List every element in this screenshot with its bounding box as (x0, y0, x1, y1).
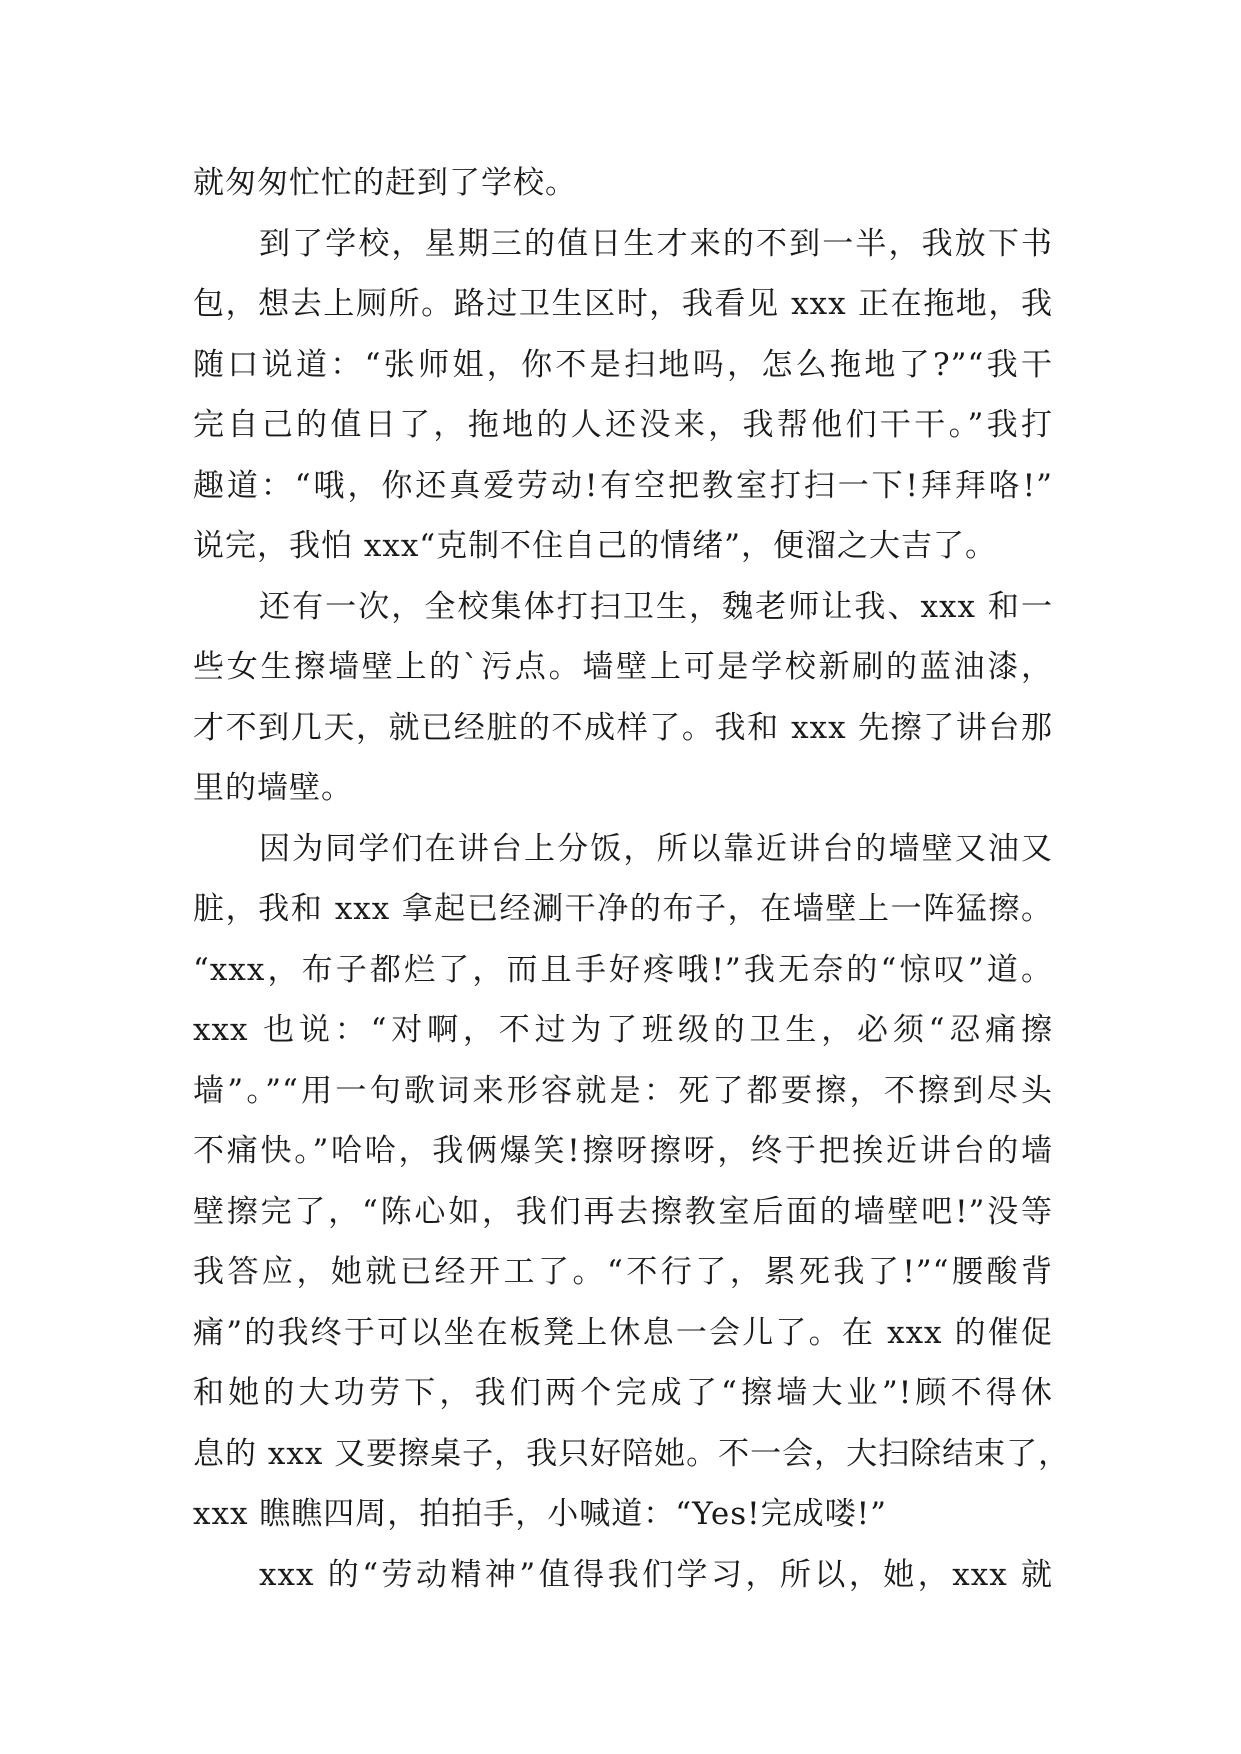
text-line: 不痛快。”哈哈，我俩爆笑!擦呀擦呀，终于把挨近讲台的墙 (193, 1133, 1053, 1169)
text-line: 我答应，她就已经开工了。“不行了，累死我了!”“腰酸背 (193, 1254, 1053, 1290)
text-line: 包，想去上厕所。路过卫生区时，我看见 xxx 正在拖地，我 (193, 286, 1053, 322)
text-line: 壁擦完了，“陈心如，我们再去擦教室后面的墙壁吧!”没等 (193, 1193, 1053, 1230)
text-line: 墙”。”“用一句歌词来形容就是：死了都要擦，不擦到尽头 (193, 1072, 1053, 1109)
text-line: 就匆匆忙忙的赶到了学校。 (193, 165, 577, 201)
text-line: xxx 的“劳动精神”值得我们学习，所以，她，xxx 就 (259, 1556, 1053, 1593)
text-line: “xxx，布子都烂了，而且手好疼哦!”我无奈的“惊叹”道。 (193, 951, 1053, 988)
text-line: 痛”的我终于可以坐在板凳上休息一会儿了。在 xxx 的催促 (193, 1314, 1053, 1351)
text-line: 息的 xxx 又要擦桌子，我只好陪她。不一会，大扫除结束了， (193, 1435, 1071, 1472)
text-line: 随口说道：“张师姐，你不是扫地吗，怎么拖地了?”“我干 (193, 346, 1053, 383)
text-line: 脏，我和 xxx 拿起已经涮干净的布子，在墙壁上一阵猛擦。 (193, 891, 1053, 927)
text-line: 里的墙壁。 (193, 770, 353, 806)
text-line: 还有一次，全校集体打扫卫生，魏老师让我、xxx 和一 (259, 588, 1053, 625)
text-line: 因为同学们在讲台上分饭，所以靠近讲台的墙壁又油又 (259, 830, 1053, 867)
text-line: xxx 也说：“对啊，不过为了班级的卫生，必须“忍痛擦 (193, 1012, 1053, 1048)
text-line: 完自己的值日了，拖地的人还没来，我帮他们干干。”我打 (193, 407, 1053, 443)
text-line: 和她的大功劳下，我们两个完成了“擦墙大业”!顾不得休 (193, 1375, 1053, 1411)
text-line: 趣道：“哦，你还真爱劳动!有空把教室打扫一下!拜拜咯!” (193, 467, 1053, 504)
text-line: 些女生擦墙壁上的`污点。墙壁上可是学校新刷的蓝油漆， (193, 649, 1053, 685)
text-line: xxx 瞧瞧四周，拍拍手，小喊道：“Yes!完成喽!” (193, 1496, 887, 1532)
text-line: 说完，我怕 xxx“克制不住自己的情绪”，便溜之大吉了。 (193, 528, 997, 564)
document-body-text (193, 153, 1071, 1605)
text-line: 到了学校，星期三的值日生才来的不到一半，我放下书 (259, 225, 1053, 262)
text-line: 才不到几天，就已经脏的不成样了。我和 xxx 先擦了讲台那 (193, 709, 1053, 746)
